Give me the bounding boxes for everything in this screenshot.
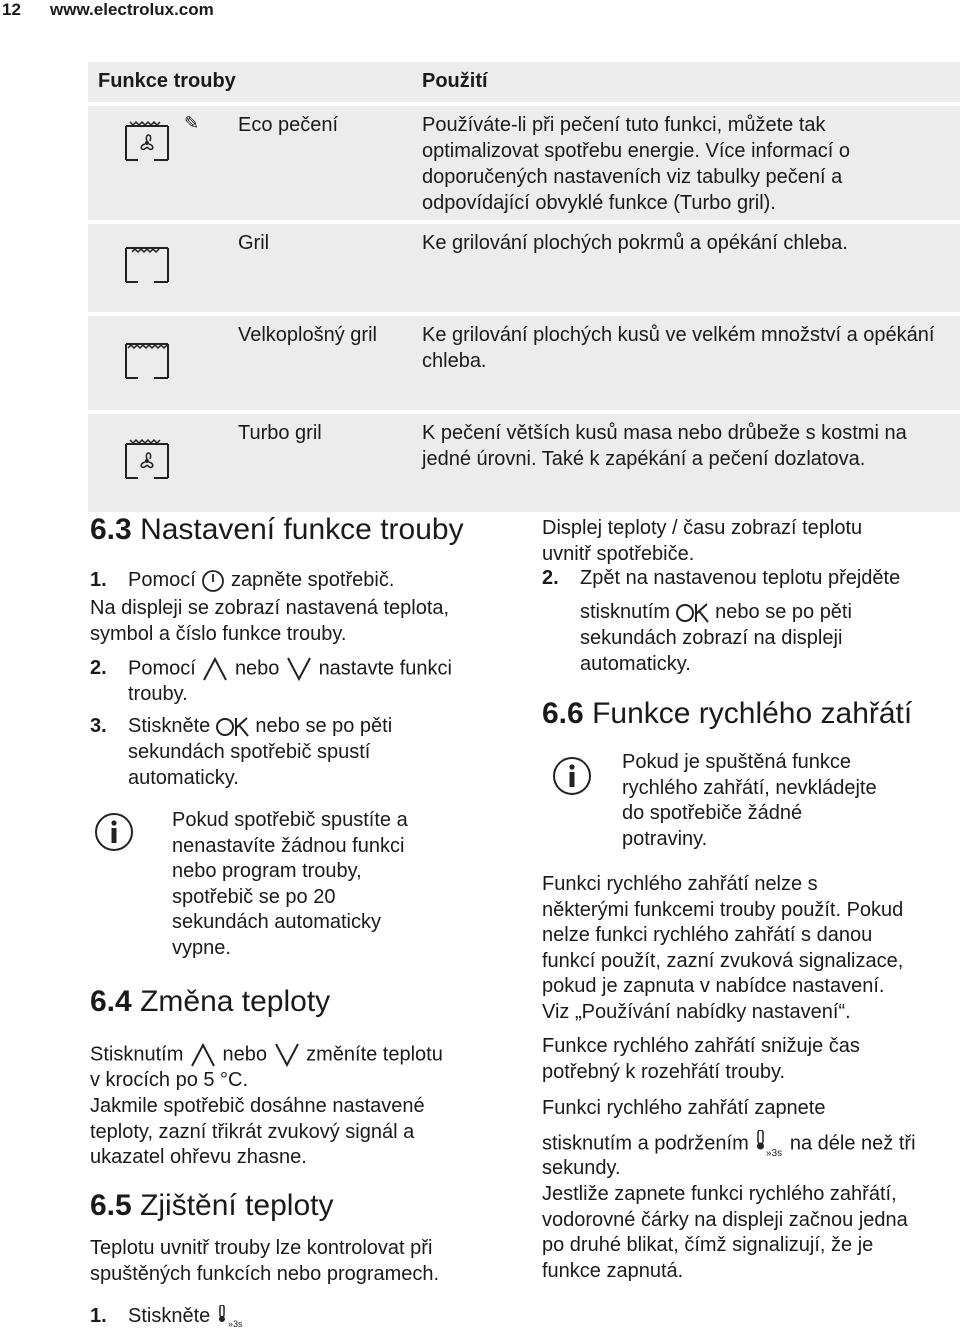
step-text: nebo se po pěti xyxy=(255,715,393,737)
paragraph: v krocích po 5 °C. xyxy=(90,1069,249,1091)
note-line: Pokud spotřebič spustíte a xyxy=(172,809,408,831)
oven-function-table xyxy=(88,58,960,516)
text-line: po druhé blikat, čímž signalizují, že je xyxy=(542,1234,874,1256)
step-text: Stiskněte xyxy=(128,715,211,737)
note-line: Pokud je spuštěná funkce xyxy=(622,751,852,773)
paragraph xyxy=(90,1236,520,1287)
text-line: funkcí použít, zazní zvuková signalizace, xyxy=(542,949,904,972)
paragraph: Funkci rychlého zahřátí zapnete xyxy=(542,1097,826,1119)
text-line: Funkce rychlého zahřátí snižuje čas xyxy=(542,1035,860,1057)
section-heading-6-3 xyxy=(90,512,464,548)
text: Stisknutím xyxy=(90,1043,184,1066)
fast-heat-icon xyxy=(216,1305,244,1328)
function-icon-cell xyxy=(88,414,238,512)
function-use: Ke grilování plochých kusů ve velkém množství a opékání chleba. xyxy=(422,316,960,410)
note-line: spotřebič se po 20 xyxy=(172,885,336,908)
text: na déle než tři xyxy=(789,1132,916,1155)
info-icon xyxy=(552,756,592,796)
function-name: Turbo gril xyxy=(238,414,422,512)
text-line: potřebný k rozehřátí trouby. xyxy=(542,1060,786,1083)
section-heading-6-4 xyxy=(90,984,330,1020)
fast-heat-icon xyxy=(754,1130,784,1158)
text-line: Jestliže zapnete funkci rychlého zahřátí, xyxy=(542,1183,897,1205)
note-line: sekundách automaticky xyxy=(172,911,382,933)
paragraph: Na displeji se zobrazí nastavená teplota, symbol a číslo funkce trouby. xyxy=(90,597,450,645)
step-number: 1. xyxy=(90,569,107,591)
paragraph xyxy=(542,872,958,1025)
function-name: Velkoplošný gril xyxy=(238,316,422,410)
step-text: nebo xyxy=(234,657,280,680)
step-text: nebo se po pěti xyxy=(715,601,852,623)
function-icon-cell xyxy=(88,106,238,220)
note-line: potraviny. xyxy=(622,827,708,850)
down-arrow-icon xyxy=(285,656,313,682)
svg-text:»3s: »3s xyxy=(766,1148,783,1158)
step-2 xyxy=(542,566,952,678)
section-heading-6-5 xyxy=(90,1188,333,1224)
function-name: Gril xyxy=(238,224,422,312)
ok-icon xyxy=(216,716,250,738)
step-text: automaticky. xyxy=(128,767,239,789)
note-line: rychlého zahřátí, nevkládejte xyxy=(622,776,877,799)
table-row xyxy=(88,316,960,410)
paragraph xyxy=(90,1094,520,1171)
info-note xyxy=(622,750,952,852)
text-line: Teplotu uvnitř trouby lze kontrolovat při xyxy=(90,1237,433,1259)
step-text: automaticky. xyxy=(580,653,691,675)
col-header-function: Funkce trouby xyxy=(88,62,422,102)
text-line: Funkci rychlého zahřátí nelze s xyxy=(542,873,818,895)
step-3 xyxy=(90,714,510,792)
up-arrow-icon xyxy=(189,1042,217,1068)
text-line: některými funkcemi trouby použít. Pokud xyxy=(542,898,904,921)
section-title: Zjištění teploty xyxy=(140,1189,334,1222)
section-number: 6.5 xyxy=(90,1189,132,1222)
step-number: 2. xyxy=(542,567,559,589)
oven-grill-icon xyxy=(124,242,172,288)
down-arrow-icon xyxy=(273,1042,301,1068)
text-line: Viz „Používání nabídky nastavení“. xyxy=(542,1000,851,1023)
step-number: 1. xyxy=(90,1305,107,1327)
text: změníte teplotu xyxy=(306,1043,443,1066)
text-line: uvnitř spotřebiče. xyxy=(542,542,695,565)
function-use: K pečení větších kusů masa nebo drůbeže s kostmi na jedné úrovni. Také k zapékání a pečení dozlatova. xyxy=(422,414,960,512)
note-line: nebo program trouby, xyxy=(172,860,362,882)
step-number: 3. xyxy=(90,715,107,737)
text-line: ukazatel ohřevu zhasne. xyxy=(90,1146,307,1168)
note-line: nenastavíte žádnou funkci xyxy=(172,834,405,857)
text: nebo xyxy=(222,1043,267,1066)
paragraph xyxy=(542,1034,958,1085)
text-line: Jakmile spotřebič dosáhne nastavené xyxy=(90,1095,425,1117)
table-header-row xyxy=(88,62,960,102)
function-icon-cell xyxy=(88,316,238,410)
function-icon-cell xyxy=(88,224,238,312)
page-number: 12 xyxy=(2,0,21,19)
step-text: Pomocí xyxy=(128,657,196,680)
oven-full-grill-icon xyxy=(124,338,172,384)
function-use: Používáte-li při pečení tuto funkci, můžete tak optimalizovat spotřebu energie. Více informací o doporučených nastaveních viz tabulky pečení a odpovídající obvyklé funkce (Turbo gril). xyxy=(422,106,960,220)
text: stisknutím a podržením xyxy=(542,1132,749,1155)
table-row xyxy=(88,224,960,312)
paragraph: sekundy. xyxy=(542,1157,621,1179)
step-text: trouby. xyxy=(128,683,188,705)
paragraph xyxy=(90,1042,520,1068)
table-row xyxy=(88,106,960,220)
site-url: www.electrolux.com xyxy=(50,0,214,19)
step-1 xyxy=(90,568,510,594)
oven-fan-grill-icon xyxy=(124,438,172,484)
leaf-icon: ✎ xyxy=(184,113,200,133)
section-title: Nastavení funkce trouby xyxy=(140,513,464,546)
text-line: teploty, zazní třikrát zvukový signál a xyxy=(90,1120,415,1143)
text-line: Displej teploty / času zobrazí teplotu xyxy=(542,517,863,539)
step-text: stisknutím xyxy=(580,601,671,623)
oven-fan-grill-icon xyxy=(124,120,172,166)
text-line: funkce zapnutá. xyxy=(542,1259,684,1282)
step-text: Pomocí xyxy=(128,569,196,591)
text-line: pokud je zapnuta v nabídce nastavení. xyxy=(542,975,885,997)
text-line: nelze funkci rychlého zahřátí s danou xyxy=(542,924,873,946)
section-title: Funkce rychlého zahřátí xyxy=(592,697,913,730)
step-text: Stiskněte xyxy=(128,1305,211,1327)
power-icon xyxy=(201,569,225,593)
col-header-use: Použití xyxy=(422,62,960,102)
step-1 xyxy=(90,1304,510,1328)
text-line: spuštěných funkcích nebo programech. xyxy=(90,1262,440,1285)
paragraph xyxy=(542,1182,958,1284)
step-text: sekundách spotřebič spustí xyxy=(128,741,371,763)
step-text: nastavte funkci xyxy=(318,657,452,680)
step-number: 2. xyxy=(90,657,107,679)
step-2 xyxy=(90,656,510,708)
step-text: sekundách zobrazí na displeji xyxy=(580,627,843,649)
ok-icon xyxy=(676,602,710,624)
paragraph xyxy=(542,516,952,567)
step-text: Zpět na nastavenou teplotu přejděte xyxy=(580,567,901,589)
up-arrow-icon xyxy=(201,656,229,682)
note-line: do spotřebiče žádné xyxy=(622,802,803,824)
info-note xyxy=(172,808,472,961)
text-line: vodorovné čárky na displeji začnou jedna xyxy=(542,1208,908,1231)
svg-text:»3s: »3s xyxy=(227,1318,243,1328)
section-heading-6-6 xyxy=(542,696,912,732)
info-icon xyxy=(94,812,134,852)
section-number: 6.6 xyxy=(542,697,584,730)
note-line: vypne. xyxy=(172,936,231,959)
section-title: Změna teploty xyxy=(140,985,331,1018)
paragraph xyxy=(542,1130,958,1158)
step-text: zapněte spotřebič. xyxy=(230,569,395,591)
function-name: Eco pečení xyxy=(238,106,422,220)
section-number: 6.3 xyxy=(90,513,132,546)
table-row xyxy=(88,414,960,512)
section-number: 6.4 xyxy=(90,985,132,1018)
function-use: Ke grilování plochých pokrmů a opékání chleba. xyxy=(422,224,960,312)
